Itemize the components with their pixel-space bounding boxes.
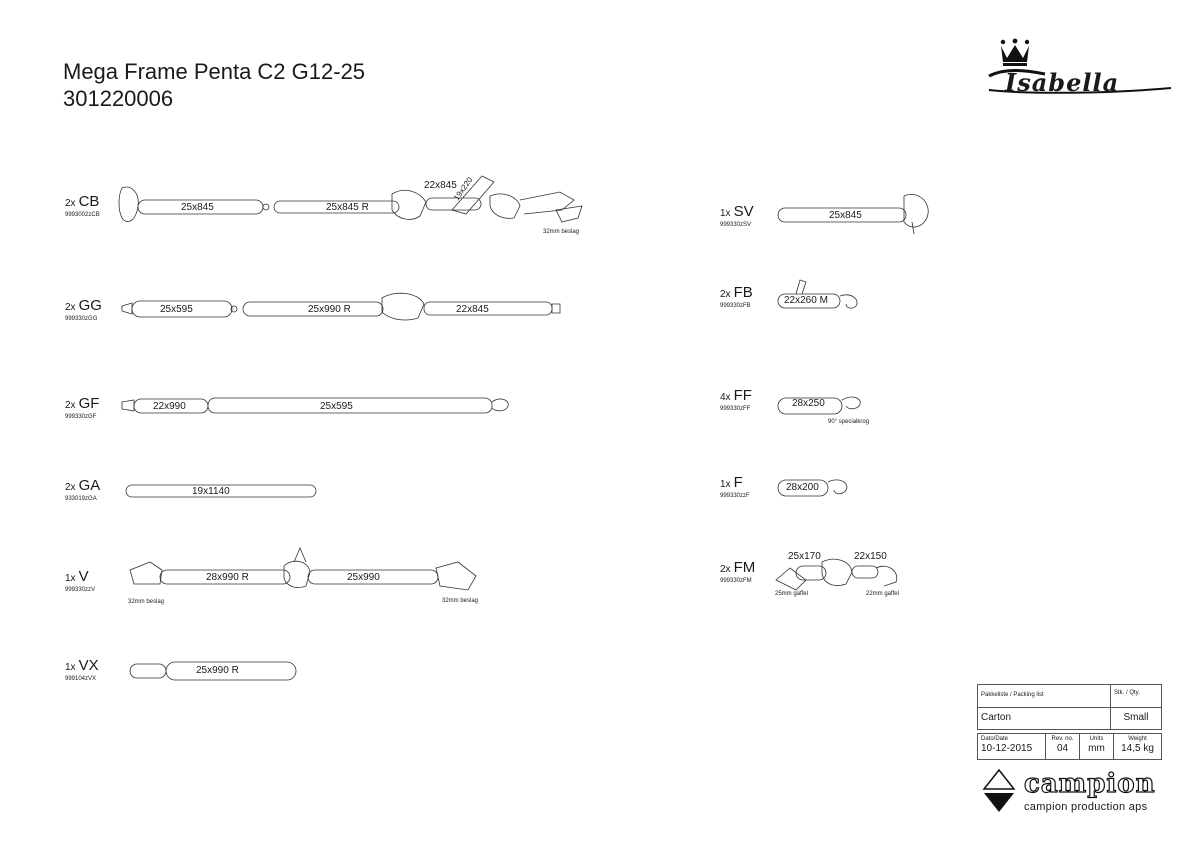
part-drawing-cb <box>119 176 582 222</box>
packing-size: Small <box>1123 712 1149 723</box>
document-title: Mega Frame Penta C2 G12-25 <box>63 59 366 84</box>
brand-name: Isabella <box>1005 68 1120 97</box>
dim-cb-4: 19x220 <box>452 175 475 203</box>
dim-fm-1: 25x170 <box>788 551 821 562</box>
dim-v-2: 25x990 <box>347 572 380 583</box>
part-code: CB <box>78 193 100 210</box>
dim-cb-1: 25x845 <box>181 202 214 213</box>
part-sku: 999330zSV <box>720 222 752 228</box>
part-qty: 4x <box>720 392 731 403</box>
part-sku: 933019zGA <box>65 496 97 502</box>
part-code: V <box>78 568 89 585</box>
packing-list-header <box>977 684 1162 708</box>
dim-v-1: 28x990 R <box>206 572 249 583</box>
campion-logo <box>982 768 1162 816</box>
part-code: VX <box>78 657 99 674</box>
part-qty: 1x <box>720 208 731 219</box>
rev-label: Rev. no. <box>1051 736 1074 742</box>
dim-vx-1: 25x990 R <box>196 665 239 676</box>
weight-label: Weight <box>1128 736 1147 742</box>
part-qty: 1x <box>720 479 731 490</box>
packing-list-row <box>977 708 1162 730</box>
packing-item: Carton <box>981 712 1012 723</box>
part-sku: 999330zGG <box>65 316 98 322</box>
date-label: Dato/Date <box>981 736 1009 742</box>
part-code: GG <box>78 297 102 314</box>
part-drawing-v <box>130 548 476 590</box>
company-full-name: campion production aps <box>1024 801 1148 813</box>
part-qty: 2x <box>65 198 76 209</box>
part-sku: 999330zFF <box>720 406 751 412</box>
part-code: F <box>733 474 743 491</box>
dim-gf-2: 25x595 <box>320 401 353 412</box>
dim-fm-2: 22x150 <box>854 551 887 562</box>
note-cb-1: 32mm beslag <box>543 229 580 235</box>
part-sku: 999104zVX <box>65 676 97 682</box>
triangle-logo-icon <box>982 768 1016 814</box>
part-qty: 1x <box>65 662 76 673</box>
document-number: 301220006 <box>63 86 174 111</box>
part-qty: 2x <box>65 482 76 493</box>
part-qty: 2x <box>720 564 731 575</box>
dim-sv-1: 25x845 <box>829 210 862 221</box>
dim-gg-1: 25x595 <box>160 304 193 315</box>
dim-gf-1: 22x990 <box>153 401 186 412</box>
part-code: FB <box>733 284 753 301</box>
note-fm-1: 25mm gaffel <box>775 591 808 597</box>
company-name: campion <box>1024 769 1156 799</box>
part-code: GF <box>78 395 100 412</box>
units-value: mm <box>1088 743 1105 754</box>
note-ff-1: 90° specialkrog <box>828 419 870 425</box>
part-sku: 9993002zCB <box>65 212 100 218</box>
part-sku: 999330zGF <box>65 414 97 420</box>
part-sku: 999330zzV <box>65 587 96 593</box>
dim-ga-1: 19x1140 <box>192 486 230 497</box>
dim-fb-1: 22x260 M <box>784 295 828 306</box>
weight-value: 14,5 kg <box>1121 743 1154 754</box>
dim-gg-3: 22x845 <box>456 304 489 315</box>
part-qty: 2x <box>720 289 731 300</box>
part-sku: 999330zzF <box>720 493 750 499</box>
part-sku: 999330zFM <box>720 578 752 584</box>
part-code: GA <box>78 477 101 494</box>
part-sku: 999330zFB <box>720 303 751 309</box>
part-qty: 1x <box>65 573 76 584</box>
rev-value: 04 <box>1056 743 1069 754</box>
part-code: FF <box>733 387 752 404</box>
qty-label: Stk. / Qty. <box>1114 690 1140 696</box>
part-qty: 2x <box>65 302 76 313</box>
note-v-1: 32mm beslag <box>128 599 165 605</box>
note-fm-2: 22mm gaffel <box>866 591 899 597</box>
packing-list-label: Pakkeliste / Packing list <box>981 692 1044 698</box>
note-v-2: 32mm beslag <box>442 598 479 604</box>
dim-cb-2: 25x845 R <box>326 202 369 213</box>
dim-f-1: 28x200 <box>786 482 819 493</box>
dim-gg-2: 25x990 R <box>308 304 351 315</box>
part-qty: 2x <box>65 400 76 411</box>
dim-cb-3: 22x845 <box>424 180 457 191</box>
date-value: 10-12-2015 <box>981 743 1033 754</box>
part-drawing-fm <box>776 559 897 590</box>
units-label: Units <box>1089 736 1104 742</box>
part-code: FM <box>733 559 756 576</box>
part-code: SV <box>733 203 754 220</box>
document-meta-table <box>977 733 1162 760</box>
dim-ff-1: 28x250 <box>792 398 825 409</box>
